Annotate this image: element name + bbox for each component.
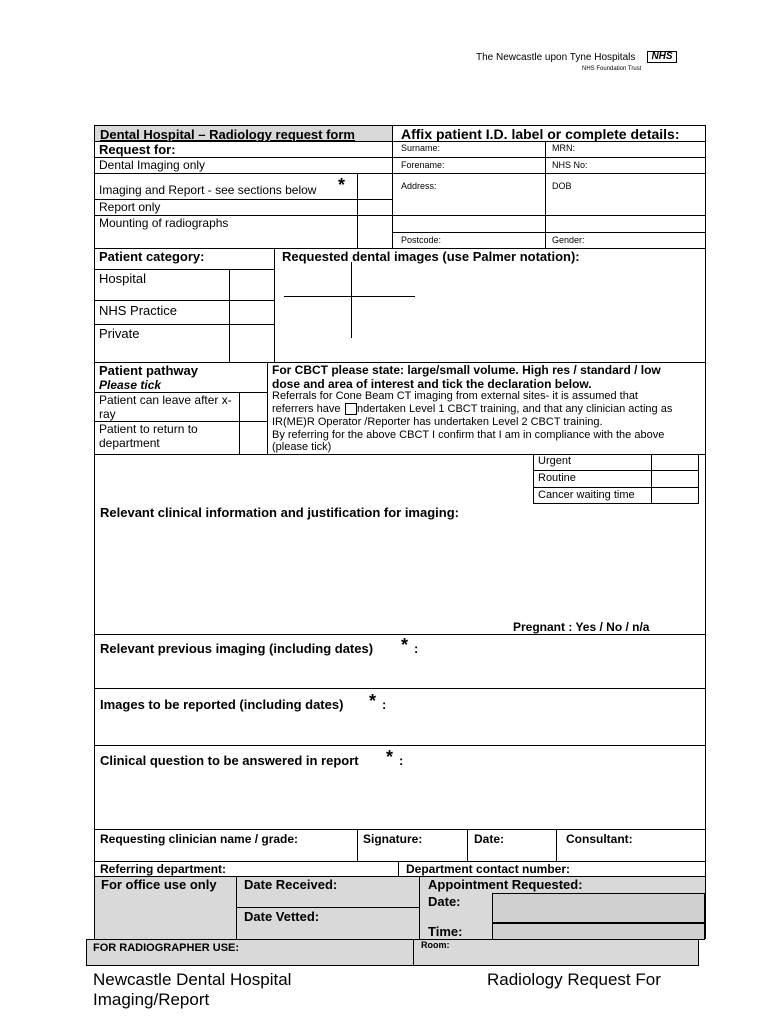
address-label[interactable]: Address:: [401, 181, 437, 191]
office-use-heading: For office use only: [101, 877, 217, 892]
pathway-subheading: Please tick: [99, 378, 162, 392]
surname-label[interactable]: Surname:: [401, 143, 441, 153]
appointment-time-label: Time:: [428, 924, 463, 939]
required-star: *: [369, 691, 377, 711]
patient-category-heading: Patient category:: [99, 249, 205, 264]
date-vetted-label[interactable]: Date Vetted:: [244, 909, 320, 924]
postcode-label[interactable]: Postcode:: [401, 235, 442, 245]
appointment-heading: Appointment Requested:: [428, 877, 583, 892]
form-title: Dental Hospital – Radiology request form: [100, 127, 355, 142]
request-option-imaging-report[interactable]: Imaging and Report - see sections below: [99, 183, 317, 197]
radiographer-label: FOR RADIOGRAPHER USE:: [93, 942, 240, 954]
cbct-para-e: (please tick): [272, 441, 332, 453]
request-option-mounting[interactable]: Mounting of radiographs: [99, 216, 229, 230]
appointment-time-field[interactable]: [492, 923, 705, 940]
category-nhs-practice[interactable]: NHS Practice: [99, 303, 178, 318]
org-subtitle: NHS Foundation Trust: [582, 66, 642, 72]
urgency-urgent[interactable]: Urgent: [538, 455, 572, 467]
category-private[interactable]: Private: [99, 326, 140, 341]
dept-contact-label[interactable]: Department contact number:: [406, 862, 571, 876]
cbct-para-c: IR(ME)R Operator /Reporter has undertaken Level 2 CBCT training.: [272, 416, 603, 428]
request-option-dental-imaging[interactable]: Dental Imaging only: [99, 158, 206, 172]
cbct-declaration-checkbox[interactable]: [345, 403, 357, 415]
colon: :: [382, 697, 387, 712]
required-star: *: [338, 175, 346, 195]
required-star: *: [386, 747, 394, 767]
palmer-grid-vertical: [351, 262, 352, 338]
dob-label[interactable]: DOB: [552, 181, 572, 191]
footer-right: Radiology Request For: [487, 970, 661, 989]
nhs-logo: NHS: [647, 51, 677, 63]
urgency-cancer[interactable]: Cancer waiting time: [538, 489, 635, 501]
cbct-line1: For CBCT please state: large/small volume. High res / standard / low: [272, 363, 661, 377]
footer-left-line1: Newcastle Dental Hospital: [93, 970, 292, 989]
pathway-leave[interactable]: Patient can leave after x-ray: [99, 393, 232, 421]
room-label[interactable]: Room:: [421, 940, 450, 950]
cbct-para-b-pre: referrers have: [272, 403, 341, 415]
appointment-date-label: Date:: [428, 894, 461, 909]
clinician-label[interactable]: Requesting clinician name / grade:: [100, 832, 299, 846]
appointment-date-field[interactable]: [492, 893, 705, 923]
cbct-para-a: Referrals for Cone Beam CT imaging from external sites- it is assumed that: [272, 390, 638, 402]
cbct-para-b-post: ndertaken Level 1 CBCT training, and that any clinician acting as: [357, 403, 673, 415]
date-label[interactable]: Date:: [474, 832, 505, 846]
pathway-return[interactable]: Patient to return to department: [99, 422, 198, 450]
previous-imaging-heading: Relevant previous imaging (including dates): [100, 641, 374, 656]
consultant-label[interactable]: Consultant:: [566, 832, 633, 846]
signature-label[interactable]: Signature:: [363, 832, 423, 846]
request-option-report-only[interactable]: Report only: [99, 200, 161, 214]
forename-label[interactable]: Forename:: [401, 160, 445, 170]
date-received-label[interactable]: Date Received:: [244, 877, 338, 892]
pregnant-status[interactable]: Pregnant : Yes / No / n/a: [513, 620, 650, 634]
referring-dept-label[interactable]: Referring department:: [100, 862, 227, 876]
clinical-question-heading: Clinical question to be answered in report: [100, 753, 359, 768]
urgency-routine[interactable]: Routine: [538, 472, 576, 484]
mrn-label[interactable]: MRN:: [552, 143, 575, 153]
cbct-line2: dose and area of interest and tick the declaration below.: [272, 377, 592, 391]
org-name: The Newcastle upon Tyne Hospitals: [476, 52, 636, 63]
footer-left-line2: Imaging/Report: [93, 990, 210, 1009]
nhs-no-label[interactable]: NHS No:: [552, 160, 588, 170]
images-reported-heading: Images to be reported (including dates): [100, 697, 344, 712]
request-for-heading: Request for:: [99, 142, 176, 157]
requested-images-heading: Requested dental images (use Palmer notation):: [282, 249, 580, 264]
colon: :: [414, 641, 419, 656]
cbct-para-d: By referring for the above CBCT I confirm that I am in compliance with the above: [272, 429, 665, 441]
colon: :: [399, 753, 404, 768]
clinical-info-heading: Relevant clinical information and justification for imaging:: [100, 505, 459, 520]
patient-details-heading: Affix patient I.D. label or complete details:: [401, 126, 680, 142]
palmer-grid-horizontal: [284, 296, 415, 297]
pathway-heading: Patient pathway: [99, 363, 198, 378]
required-star: *: [401, 635, 409, 655]
category-hospital[interactable]: Hospital: [99, 271, 146, 286]
gender-label[interactable]: Gender:: [552, 235, 585, 245]
